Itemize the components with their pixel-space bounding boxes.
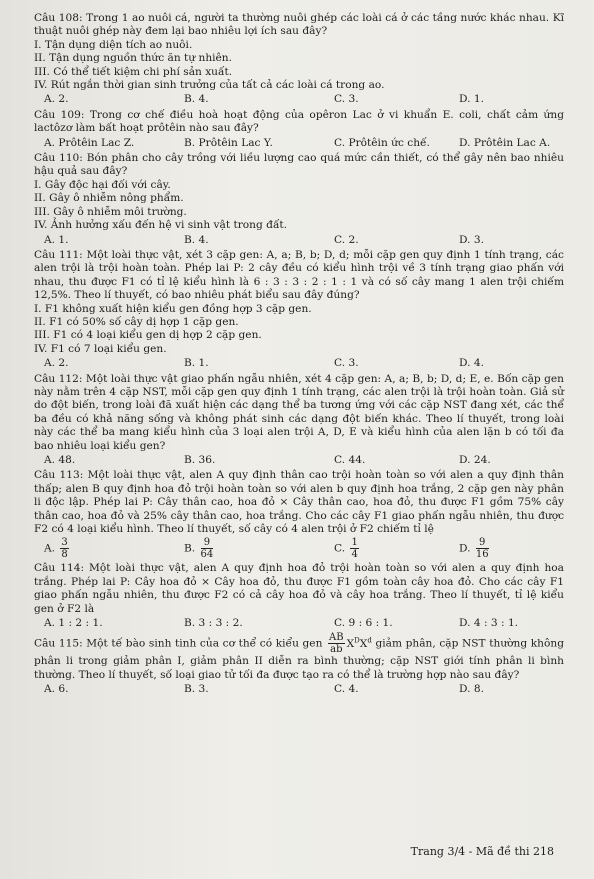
option-c[interactable]: C. 2. [334, 233, 359, 246]
option-b[interactable] [184, 537, 334, 560]
option-a[interactable]: A. 2. [44, 357, 69, 370]
numerator: 1 [351, 537, 358, 549]
option-c[interactable]: C. 3. [334, 357, 359, 370]
question-114-options [34, 617, 564, 630]
option-a[interactable]: A. 1 : 2 : 1. [44, 617, 103, 630]
option-a[interactable] [34, 537, 184, 560]
option-b[interactable]: B. 3 : 3 : 2. [184, 617, 243, 630]
question-111-stem: Câu 111: Một loài thực vật, xét 3 cặp gen: A, a; B, b; D, d; mỗi cặp gen quy định 1 tính trạng, các alen trội là trội hoàn toàn. Phép lai P: 2 cây đều có kiểu hình trội về 3 tính trạng giao phấn với nhau, thu được F1 có tỉ lệ kiểu hình là 6 : 3 : 3 : 2 : 1 : 1 và có số cây mang 1 alen trội chiếm 12,5%. Theo lí thuyết, có bao nhiêu phát biểu sau đây đúng? [34, 248, 564, 302]
option-a[interactable]: A. 2. [44, 93, 69, 106]
fraction [350, 537, 358, 560]
question-113-stem: Câu 113: Một loài thực vật, alen A quy định thân cao trội hoàn toàn so với alen a quy định thân thấp; alen B quy định hoa đỏ trội hoàn toàn so với alen b quy định hoa trắng, 2 cặp gen này phân li độc lập. Phép lai P: Cây thân cao, hoa đỏ × Cây thân cao, hoa đỏ, thu được F1 gồm 75% cây thân cao, hoa đỏ và 25% cây thân cao, hoa trắng. Cho các cây F1 giao phấn ngẫu nhiên, thu được F2 có 4 loại kiểu hình. Theo lí thuyết, số cây có 4 alen trội ở F2 chiếm tỉ lệ [34, 469, 564, 536]
question-111-item-1: I. F1 không xuất hiện kiểu gen đồng hợp 3 cặp gen. [34, 302, 312, 315]
option-c[interactable] [334, 537, 459, 560]
denominator: 8 [61, 549, 68, 561]
option-d[interactable]: D. 8. [459, 683, 484, 696]
numerator: 3 [61, 537, 68, 549]
question-113-options [34, 537, 564, 560]
denominator: 4 [351, 549, 358, 561]
option-b[interactable]: B. 36. [184, 454, 216, 466]
numerator: 9 [201, 537, 214, 549]
question-111-item-3: III. F1 có 4 loại kiểu gen dị hợp 2 cặp gen. [34, 329, 262, 342]
question-112-options [34, 454, 564, 467]
question-110-options [34, 234, 564, 247]
option-d[interactable]: D. 4 : 3 : 1. [459, 617, 519, 630]
option-d[interactable]: D. 4. [459, 357, 484, 370]
sex-chromosome-genotype: $X^DX^d$ [346, 636, 372, 650]
option-c[interactable]: C. 44. [334, 454, 366, 466]
question-110-item-3: III. Gây ô nhiễm môi trường. [34, 205, 187, 218]
genotype-numerator: AB [329, 632, 344, 644]
question-108-item-3: III. Có thể tiết kiệm chi phí sản xuất. [34, 65, 233, 78]
fraction [476, 537, 489, 560]
option-b[interactable]: B. 4. [184, 93, 209, 106]
question-110-item-2: II. Gây ô nhiễm nông phẩm. [34, 192, 184, 205]
option-b[interactable]: B. Prôtêin Lac Y. [184, 136, 273, 149]
option-b-label: B. [184, 542, 196, 555]
option-a[interactable]: A. 48. [44, 454, 76, 466]
fraction [60, 537, 68, 560]
option-a[interactable]: A. 1. [44, 233, 69, 246]
question-112-stem: Câu 112: Một loài thực vật giao phấn ngẫu nhiên, xét 4 cặp gen: A, a; B, b; D, d; E, e. Bốn cặp gen này nằm trên 4 cặp NST, mỗi cặp gen quy định 1 tính trạng, các alen trội là trội hoàn toàn. Giả sử do đột biến, trong loài đã xuất hiện các dạng thể ba tương ứng với các cặp NST đang xét, các thể ba đều có khả năng sống và không phát sinh các dạng đột biến khác. Theo lí thuyết, trong loài này các thể ba mang kiểu hình của 3 loại alen trội A, D, E và kiểu hình của alen lặn b có tối đa bao nhiêu loại kiểu gen? [34, 372, 564, 452]
fraction [201, 537, 214, 560]
option-d[interactable]: D. 3. [459, 233, 484, 246]
question-109-options [34, 137, 564, 150]
exam-content [34, 12, 564, 699]
question-115-stem-end: giảm phân, cặp NST thường không phân li trong giảm phân I, giảm phân II diễn ra bình thường; cặp NST giới tính phân li bình thường. Theo lí thuyết, số loại giao tử tối đa được tạo ra có thể là trường hợp nào sau đây? [34, 637, 564, 681]
option-c[interactable]: C. 9 : 6 : 1. [334, 617, 393, 630]
option-c[interactable]: C. Prôtêin ức chế. [334, 136, 430, 149]
question-110-stem: Câu 110: Bón phân cho cây trồng với liều lượng cao quá mức cần thiết, có thể gây nên bao nhiêu hậu quả sau đây? [34, 152, 564, 178]
option-d[interactable] [459, 537, 564, 560]
option-c[interactable]: C. 3. [334, 93, 359, 106]
option-a-label: A. [44, 542, 56, 555]
question-108-item-1: I. Tận dụng diện tích ao nuôi. [34, 38, 193, 51]
question-111-item-2: II. F1 có 50% số cây dị hợp 1 cặp gen. [34, 315, 239, 328]
option-c-label: C. [334, 542, 346, 555]
question-114-stem: Câu 114: Một loài thực vật, alen A quy định hoa đỏ trội hoàn toàn so với alen a quy định hoa trắng. Phép lai P: Cây hoa đỏ × Cây hoa đỏ, thu được F1 gồm toàn cây hoa đỏ. Cho các cây F1 giao phấn ngẫu nhiên, thu được F2 có cả cây hoa đỏ và cây hoa trắng. Theo lí thuyết, tỉ lệ kiểu gen ở F2 là [34, 562, 564, 615]
option-a[interactable]: A. 6. [44, 683, 69, 696]
option-c[interactable]: C. 4. [334, 683, 359, 696]
question-111-options [34, 357, 564, 370]
question-108-options [34, 93, 564, 106]
genotype-denominator: ab [330, 644, 343, 656]
question-115-options [34, 683, 564, 696]
option-d[interactable]: D. 1. [459, 93, 484, 106]
option-d[interactable]: D. Prôtêin Lac A. [459, 136, 551, 149]
numerator: 9 [476, 537, 489, 549]
question-115-stem [34, 632, 564, 682]
question-109-stem: Câu 109: Trong cơ chế điều hoà hoạt động của opêron Lac ở vi khuẩn E. coli, chất cảm ứng lactôzơ làm bất hoạt prôtêin nào sau đây? [34, 108, 564, 135]
question-111-item-4: IV. F1 có 7 loại kiểu gen. [34, 342, 167, 355]
question-115-stem-start: Câu 115: Một tế bào sinh tinh của cơ thể có kiểu gen [34, 637, 323, 650]
question-110-item-1: I. Gây độc hại đối với cây. [34, 178, 171, 191]
option-b[interactable]: B. 1. [184, 357, 209, 370]
option-b[interactable]: B. 4. [184, 233, 209, 246]
option-d[interactable]: D. 24. [459, 454, 491, 466]
genotype-fraction [328, 632, 345, 655]
denominator: 64 [200, 549, 214, 561]
option-d-label: D. [459, 542, 471, 555]
question-110-item-4: IV. Ảnh hưởng xấu đến hệ vi sinh vật trong đất. [34, 219, 288, 232]
question-108-stem: Câu 108: Trong 1 ao nuôi cá, người ta thường nuôi ghép các loài cá ở các tầng nước khác nhau. Kĩ thuật nuôi ghép này đem lại bao nhiêu lợi ích sau đây? [34, 12, 564, 38]
denominator: 16 [475, 549, 489, 561]
option-a[interactable]: A. Prôtêin Lac Z. [44, 136, 135, 149]
question-108-item-2: II. Tận dụng nguồn thức ăn tự nhiên. [34, 52, 233, 65]
question-108-item-4: IV. Rút ngắn thời gian sinh trưởng của tất cả các loài cá trong ao. [34, 79, 385, 92]
option-b[interactable]: B. 3. [184, 683, 209, 696]
page-footer: Trang 3/4 - Mã đề thi 218 [410, 845, 554, 858]
